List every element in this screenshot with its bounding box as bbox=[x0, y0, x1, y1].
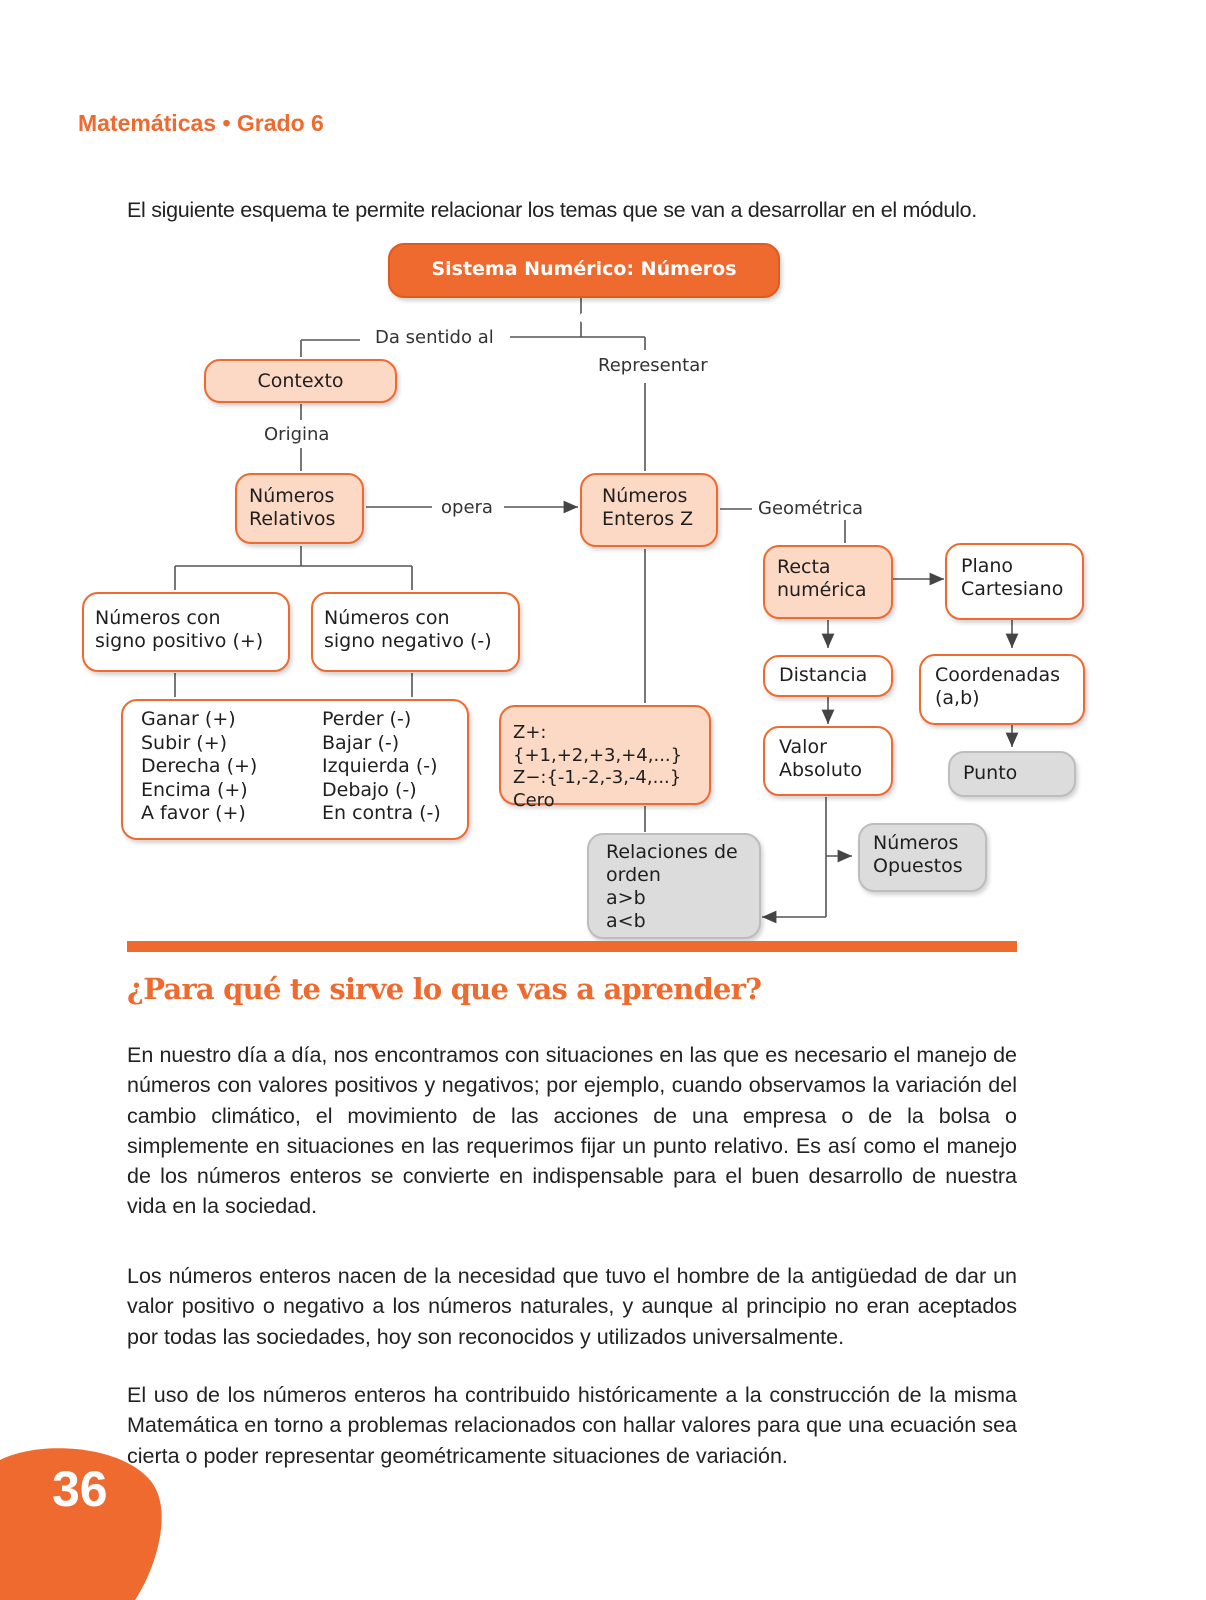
node-punto: Punto bbox=[948, 751, 1076, 797]
node-numeros-relativos: Números Relativos bbox=[235, 473, 364, 544]
node-distancia: Distancia bbox=[763, 655, 893, 697]
label-origina: Origina bbox=[264, 424, 330, 445]
page-header: Matemáticas • Grado 6 bbox=[78, 110, 324, 136]
label-opera: opera bbox=[441, 497, 493, 518]
label-da-sentido: Da sentido al bbox=[375, 327, 494, 348]
node-numeros-opuestos: Números Opuestos bbox=[858, 823, 987, 892]
page-number: 36 bbox=[52, 1461, 108, 1517]
node-recta-numerica: Recta numérica bbox=[763, 545, 893, 619]
intro-text: El siguiente esquema te permite relacionar los temas que se van a desarrollar en el módulo. bbox=[127, 198, 977, 222]
node-valor-absoluto: Valor Absoluto bbox=[763, 726, 893, 796]
node-contexto: Contexto bbox=[204, 359, 397, 403]
node-relaciones-orden: Relaciones de orden a>b a<b bbox=[587, 833, 761, 939]
examples-positive: Ganar (+) Subir (+) Derecha (+) Encima (+) A favor (+) bbox=[141, 708, 258, 824]
node-signo-positivo: Números con signo positivo (+) bbox=[82, 592, 290, 672]
node-sistema-numerico: Sistema Numérico: Números Enteros bbox=[388, 243, 780, 298]
label-geometrica: Geométrica bbox=[758, 498, 864, 519]
paragraph-3: El uso de los números enteros ha contribuido históricamente a la construcción de la misma Matemática en torno a problemas relacionados con hallar valores para que una ecuación sea cierta o poder representar geométricamente situaciones de variación. bbox=[127, 1383, 1017, 1468]
examples-negative: Perder (-) Bajar (-) Izquierda (-) Debajo (-) En contra (-) bbox=[322, 708, 441, 824]
node-signo-negativo: Números con signo negativo (-) bbox=[311, 592, 520, 672]
node-conjuntos-z: Z+:{+1,+2,+3,+4,...} Z−:{-1,-2,-3,-4,...} Cero bbox=[499, 705, 711, 805]
label-representar: Representar bbox=[598, 355, 708, 376]
paragraph-2: Los números enteros nacen de la necesidad que tuvo el hombre de la antigüedad de dar un valor positivo o negativo a los números naturales, y aunque al principio no eran aceptados por todas las sociedades, hoy son reconocidos y utilizados universalmente. bbox=[127, 1264, 1017, 1349]
section-title: ¿Para qué te sirve lo que vas a aprender? bbox=[127, 972, 762, 1006]
node-coordenadas: Coordenadas (a,b) bbox=[919, 654, 1085, 725]
node-plano-cartesiano: Plano Cartesiano bbox=[945, 543, 1084, 620]
node-numeros-enteros-z: Números Enteros Z bbox=[580, 473, 718, 547]
paragraph-1: En nuestro día a día, nos encontramos con situaciones en las que es necesario el manejo de números con valores positivos y negativos; por ejemplo, cuando observamos la variación del cambio climático, el movimiento de las acciones de una empresa o de la bolsa o simplemente en situaciones en las requerimos fijar un punto relativo. Es así como el manejo de los números enteros se convierte en indispensable para el buen desarrollo de nuestra vida en la sociedad. bbox=[127, 1043, 1017, 1219]
